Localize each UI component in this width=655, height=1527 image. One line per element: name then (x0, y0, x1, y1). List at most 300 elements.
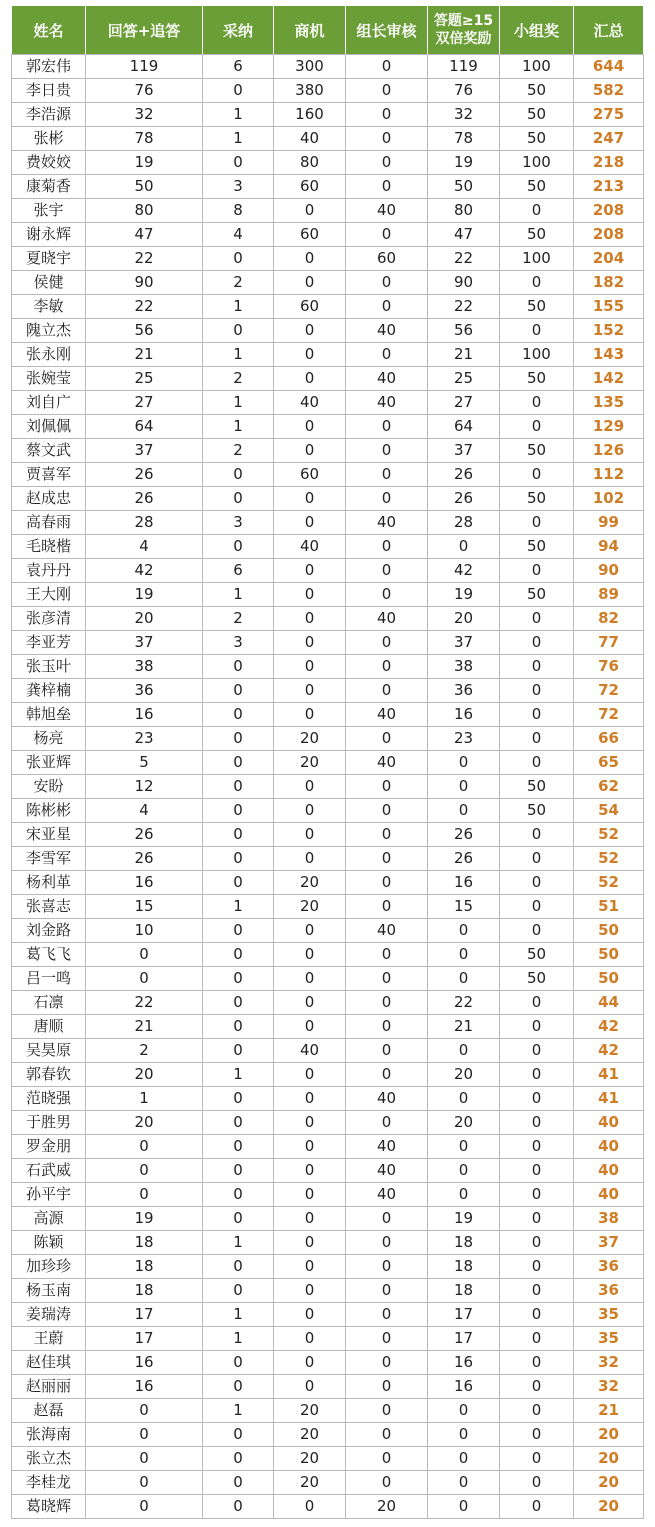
cell-name: 赵磊 (12, 1399, 86, 1423)
cell-answers: 78 (86, 127, 203, 151)
cell-adopted: 8 (203, 199, 274, 223)
cell-name: 贾喜军 (12, 463, 86, 487)
cell-double-bonus: 0 (428, 919, 500, 943)
cell-name: 李日贵 (12, 79, 86, 103)
cell-name: 王大刚 (12, 583, 86, 607)
cell-leader-review: 0 (346, 535, 428, 559)
table-body (12, 55, 644, 1519)
cell-total: 41 (574, 1087, 644, 1111)
table-row (12, 991, 644, 1015)
header-adopted: 采纳 (203, 6, 274, 55)
cell-double-bonus: 0 (428, 1135, 500, 1159)
cell-adopted: 0 (203, 319, 274, 343)
cell-team-bonus: 50 (500, 223, 574, 247)
cell-total: 247 (574, 127, 644, 151)
cell-answers: 4 (86, 535, 203, 559)
cell-total: 20 (574, 1471, 644, 1495)
cell-business: 0 (274, 1255, 346, 1279)
cell-team-bonus: 100 (500, 343, 574, 367)
cell-business: 0 (274, 319, 346, 343)
cell-leader-review: 0 (346, 559, 428, 583)
cell-double-bonus: 21 (428, 1015, 500, 1039)
cell-leader-review: 40 (346, 919, 428, 943)
table-row (12, 703, 644, 727)
cell-team-bonus: 50 (500, 439, 574, 463)
cell-leader-review: 0 (346, 1375, 428, 1399)
cell-adopted: 0 (203, 151, 274, 175)
cell-business: 40 (274, 127, 346, 151)
cell-answers: 0 (86, 943, 203, 967)
cell-business: 0 (274, 775, 346, 799)
cell-total: 20 (574, 1423, 644, 1447)
cell-team-bonus: 0 (500, 1183, 574, 1207)
cell-answers: 20 (86, 1063, 203, 1087)
header-answers: 回答+追答 (86, 6, 203, 55)
cell-adopted: 1 (203, 415, 274, 439)
cell-answers: 0 (86, 967, 203, 991)
cell-name: 吕一鸣 (12, 967, 86, 991)
cell-total: 129 (574, 415, 644, 439)
cell-total: 50 (574, 919, 644, 943)
cell-leader-review: 0 (346, 1039, 428, 1063)
cell-total: 112 (574, 463, 644, 487)
cell-business: 0 (274, 1303, 346, 1327)
table-row (12, 487, 644, 511)
cell-adopted: 0 (203, 823, 274, 847)
cell-team-bonus: 100 (500, 247, 574, 271)
cell-team-bonus: 0 (500, 1351, 574, 1375)
cell-total: 52 (574, 871, 644, 895)
cell-total: 99 (574, 511, 644, 535)
cell-team-bonus: 100 (500, 151, 574, 175)
cell-adopted: 1 (203, 895, 274, 919)
cell-answers: 21 (86, 1015, 203, 1039)
cell-team-bonus: 0 (500, 511, 574, 535)
cell-adopted: 0 (203, 775, 274, 799)
cell-team-bonus: 0 (500, 1015, 574, 1039)
cell-business: 160 (274, 103, 346, 127)
cell-adopted: 6 (203, 559, 274, 583)
cell-answers: 19 (86, 1207, 203, 1231)
cell-adopted: 0 (203, 919, 274, 943)
table-row (12, 1159, 644, 1183)
cell-team-bonus: 0 (500, 391, 574, 415)
table-row (12, 1183, 644, 1207)
cell-leader-review: 0 (346, 1015, 428, 1039)
cell-team-bonus: 50 (500, 487, 574, 511)
cell-double-bonus: 16 (428, 1351, 500, 1375)
cell-business: 300 (274, 55, 346, 79)
cell-adopted: 0 (203, 1447, 274, 1471)
cell-name: 刘佩佩 (12, 415, 86, 439)
cell-team-bonus: 0 (500, 1303, 574, 1327)
cell-name: 李桂龙 (12, 1471, 86, 1495)
cell-name: 石凛 (12, 991, 86, 1015)
cell-business: 0 (274, 1183, 346, 1207)
cell-leader-review: 0 (346, 1399, 428, 1423)
cell-double-bonus: 18 (428, 1231, 500, 1255)
cell-business: 0 (274, 1087, 346, 1111)
cell-double-bonus: 37 (428, 439, 500, 463)
cell-leader-review: 40 (346, 199, 428, 223)
cell-double-bonus: 0 (428, 1495, 500, 1519)
cell-leader-review: 40 (346, 1183, 428, 1207)
cell-double-bonus: 21 (428, 343, 500, 367)
cell-team-bonus: 0 (500, 1207, 574, 1231)
cell-total: 52 (574, 847, 644, 871)
cell-team-bonus: 0 (500, 847, 574, 871)
cell-business: 0 (274, 631, 346, 655)
table-row (12, 895, 644, 919)
cell-team-bonus: 0 (500, 607, 574, 631)
cell-total: 40 (574, 1135, 644, 1159)
table-row (12, 1063, 644, 1087)
cell-double-bonus: 20 (428, 607, 500, 631)
cell-total: 42 (574, 1015, 644, 1039)
cell-name: 李浩源 (12, 103, 86, 127)
cell-business: 20 (274, 751, 346, 775)
cell-business: 0 (274, 799, 346, 823)
header-row (12, 6, 644, 55)
cell-double-bonus: 20 (428, 1111, 500, 1135)
cell-leader-review: 0 (346, 1423, 428, 1447)
cell-leader-review: 20 (346, 1495, 428, 1519)
table-row (12, 79, 644, 103)
cell-answers: 18 (86, 1231, 203, 1255)
table-row (12, 1399, 644, 1423)
cell-answers: 18 (86, 1255, 203, 1279)
cell-leader-review: 0 (346, 631, 428, 655)
cell-team-bonus: 50 (500, 967, 574, 991)
cell-team-bonus: 0 (500, 679, 574, 703)
cell-team-bonus: 50 (500, 535, 574, 559)
cell-total: 50 (574, 943, 644, 967)
cell-double-bonus: 0 (428, 1087, 500, 1111)
cell-total: 50 (574, 967, 644, 991)
table-row (12, 1495, 644, 1519)
cell-double-bonus: 37 (428, 631, 500, 655)
cell-leader-review: 0 (346, 727, 428, 751)
cell-answers: 0 (86, 1159, 203, 1183)
cell-adopted: 3 (203, 175, 274, 199)
cell-business: 20 (274, 1423, 346, 1447)
cell-total: 204 (574, 247, 644, 271)
cell-leader-review: 0 (346, 823, 428, 847)
cell-leader-review: 0 (346, 1207, 428, 1231)
cell-name: 姜瑞涛 (12, 1303, 86, 1327)
cell-total: 38 (574, 1207, 644, 1231)
cell-double-bonus: 17 (428, 1327, 500, 1351)
cell-leader-review: 0 (346, 583, 428, 607)
cell-double-bonus: 0 (428, 1447, 500, 1471)
cell-name: 韩旭垒 (12, 703, 86, 727)
cell-business: 0 (274, 703, 346, 727)
cell-double-bonus: 47 (428, 223, 500, 247)
cell-adopted: 0 (203, 655, 274, 679)
cell-adopted: 0 (203, 943, 274, 967)
cell-name: 杨玉南 (12, 1279, 86, 1303)
cell-answers: 37 (86, 631, 203, 655)
cell-adopted: 0 (203, 1087, 274, 1111)
cell-name: 费姣姣 (12, 151, 86, 175)
cell-team-bonus: 0 (500, 271, 574, 295)
cell-business: 0 (274, 1375, 346, 1399)
cell-leader-review: 40 (346, 1087, 428, 1111)
cell-total: 208 (574, 199, 644, 223)
cell-leader-review: 0 (346, 175, 428, 199)
cell-answers: 64 (86, 415, 203, 439)
cell-double-bonus: 19 (428, 583, 500, 607)
cell-leader-review: 0 (346, 943, 428, 967)
cell-adopted: 0 (203, 799, 274, 823)
cell-answers: 26 (86, 463, 203, 487)
cell-total: 65 (574, 751, 644, 775)
table-row (12, 775, 644, 799)
cell-answers: 26 (86, 823, 203, 847)
cell-leader-review: 0 (346, 1063, 428, 1087)
cell-double-bonus: 15 (428, 895, 500, 919)
cell-adopted: 1 (203, 295, 274, 319)
table-row (12, 607, 644, 631)
cell-answers: 16 (86, 1351, 203, 1375)
table-row (12, 751, 644, 775)
cell-total: 94 (574, 535, 644, 559)
cell-total: 218 (574, 151, 644, 175)
table-row (12, 223, 644, 247)
table-row (12, 247, 644, 271)
cell-team-bonus: 0 (500, 1111, 574, 1135)
table-row (12, 871, 644, 895)
cell-adopted: 0 (203, 1159, 274, 1183)
table-row (12, 655, 644, 679)
cell-business: 0 (274, 439, 346, 463)
cell-double-bonus: 0 (428, 1183, 500, 1207)
cell-total: 89 (574, 583, 644, 607)
cell-adopted: 2 (203, 367, 274, 391)
cell-adopted: 0 (203, 871, 274, 895)
cell-total: 126 (574, 439, 644, 463)
cell-team-bonus: 0 (500, 1495, 574, 1519)
cell-adopted: 1 (203, 1303, 274, 1327)
cell-business: 0 (274, 1159, 346, 1183)
header-total: 汇总 (574, 6, 644, 55)
cell-team-bonus: 50 (500, 367, 574, 391)
cell-answers: 19 (86, 583, 203, 607)
cell-team-bonus: 0 (500, 1471, 574, 1495)
cell-team-bonus: 0 (500, 823, 574, 847)
cell-adopted: 1 (203, 1327, 274, 1351)
cell-double-bonus: 0 (428, 1423, 500, 1447)
cell-double-bonus: 16 (428, 1375, 500, 1399)
table-row (12, 679, 644, 703)
cell-answers: 119 (86, 55, 203, 79)
cell-name: 张彦清 (12, 607, 86, 631)
table-row (12, 823, 644, 847)
cell-team-bonus: 0 (500, 1231, 574, 1255)
cell-answers: 16 (86, 1375, 203, 1399)
cell-total: 72 (574, 679, 644, 703)
cell-adopted: 0 (203, 751, 274, 775)
cell-answers: 19 (86, 151, 203, 175)
cell-team-bonus: 0 (500, 1087, 574, 1111)
cell-adopted: 0 (203, 1207, 274, 1231)
table-row (12, 511, 644, 535)
table-row (12, 799, 644, 823)
cell-double-bonus: 32 (428, 103, 500, 127)
cell-adopted: 0 (203, 1351, 274, 1375)
table-row (12, 1375, 644, 1399)
cell-adopted: 0 (203, 535, 274, 559)
cell-leader-review: 0 (346, 103, 428, 127)
cell-leader-review: 0 (346, 1351, 428, 1375)
cell-name: 侯健 (12, 271, 86, 295)
cell-adopted: 1 (203, 343, 274, 367)
cell-double-bonus: 17 (428, 1303, 500, 1327)
cell-name: 张亚辉 (12, 751, 86, 775)
cell-name: 王蔚 (12, 1327, 86, 1351)
cell-double-bonus: 50 (428, 175, 500, 199)
table-row (12, 1279, 644, 1303)
cell-answers: 15 (86, 895, 203, 919)
cell-adopted: 1 (203, 583, 274, 607)
cell-name: 康菊香 (12, 175, 86, 199)
cell-double-bonus: 18 (428, 1255, 500, 1279)
table-row (12, 103, 644, 127)
cell-adopted: 1 (203, 1063, 274, 1087)
cell-adopted: 0 (203, 1183, 274, 1207)
cell-adopted: 0 (203, 79, 274, 103)
cell-business: 0 (274, 967, 346, 991)
cell-answers: 0 (86, 1399, 203, 1423)
cell-business: 40 (274, 391, 346, 415)
cell-business: 0 (274, 367, 346, 391)
cell-name: 张宇 (12, 199, 86, 223)
cell-adopted: 0 (203, 1471, 274, 1495)
header-leader-review: 组长审核 (346, 6, 428, 55)
cell-name: 郭宏伟 (12, 55, 86, 79)
cell-team-bonus: 0 (500, 463, 574, 487)
cell-adopted: 0 (203, 1375, 274, 1399)
cell-total: 644 (574, 55, 644, 79)
cell-total: 32 (574, 1375, 644, 1399)
header-business: 商机 (274, 6, 346, 55)
cell-total: 208 (574, 223, 644, 247)
cell-name: 李雪军 (12, 847, 86, 871)
cell-total: 143 (574, 343, 644, 367)
cell-adopted: 4 (203, 223, 274, 247)
cell-team-bonus: 50 (500, 943, 574, 967)
table-row (12, 1327, 644, 1351)
cell-leader-review: 0 (346, 79, 428, 103)
table-row (12, 463, 644, 487)
cell-total: 51 (574, 895, 644, 919)
cell-team-bonus: 0 (500, 871, 574, 895)
cell-business: 0 (274, 943, 346, 967)
cell-double-bonus: 0 (428, 1399, 500, 1423)
cell-answers: 23 (86, 727, 203, 751)
cell-team-bonus: 50 (500, 583, 574, 607)
cell-double-bonus: 0 (428, 535, 500, 559)
cell-team-bonus: 0 (500, 751, 574, 775)
cell-total: 102 (574, 487, 644, 511)
cell-answers: 21 (86, 343, 203, 367)
cell-team-bonus: 100 (500, 55, 574, 79)
cell-adopted: 0 (203, 487, 274, 511)
cell-answers: 0 (86, 1471, 203, 1495)
table-row (12, 319, 644, 343)
cell-double-bonus: 28 (428, 511, 500, 535)
cell-name: 谢永辉 (12, 223, 86, 247)
cell-adopted: 1 (203, 103, 274, 127)
cell-answers: 76 (86, 79, 203, 103)
table-row (12, 127, 644, 151)
header-name: 姓名 (12, 6, 86, 55)
cell-total: 41 (574, 1063, 644, 1087)
cell-answers: 0 (86, 1183, 203, 1207)
cell-total: 82 (574, 607, 644, 631)
cell-team-bonus: 0 (500, 727, 574, 751)
cell-team-bonus: 0 (500, 919, 574, 943)
cell-double-bonus: 22 (428, 991, 500, 1015)
cell-team-bonus: 0 (500, 703, 574, 727)
cell-answers: 20 (86, 1111, 203, 1135)
cell-adopted: 1 (203, 1231, 274, 1255)
cell-leader-review: 0 (346, 1231, 428, 1255)
cell-business: 60 (274, 463, 346, 487)
cell-leader-review: 0 (346, 1303, 428, 1327)
cell-total: 142 (574, 367, 644, 391)
cell-total: 213 (574, 175, 644, 199)
cell-name: 范晓强 (12, 1087, 86, 1111)
cell-leader-review: 40 (346, 703, 428, 727)
cell-answers: 32 (86, 103, 203, 127)
cell-double-bonus: 22 (428, 247, 500, 271)
cell-name: 唐顺 (12, 1015, 86, 1039)
cell-answers: 4 (86, 799, 203, 823)
cell-business: 0 (274, 1111, 346, 1135)
cell-business: 0 (274, 1231, 346, 1255)
cell-total: 582 (574, 79, 644, 103)
cell-double-bonus: 0 (428, 1471, 500, 1495)
table-row (12, 727, 644, 751)
cell-leader-review: 40 (346, 367, 428, 391)
cell-answers: 56 (86, 319, 203, 343)
cell-adopted: 0 (203, 679, 274, 703)
cell-answers: 10 (86, 919, 203, 943)
table-row (12, 559, 644, 583)
cell-total: 35 (574, 1303, 644, 1327)
cell-total: 72 (574, 703, 644, 727)
cell-double-bonus: 26 (428, 847, 500, 871)
cell-business: 0 (274, 919, 346, 943)
cell-business: 0 (274, 199, 346, 223)
cell-name: 张立杰 (12, 1447, 86, 1471)
cell-answers: 90 (86, 271, 203, 295)
cell-business: 0 (274, 583, 346, 607)
cell-answers: 0 (86, 1135, 203, 1159)
cell-total: 42 (574, 1039, 644, 1063)
cell-leader-review: 0 (346, 127, 428, 151)
cell-name: 杨亮 (12, 727, 86, 751)
cell-adopted: 0 (203, 1039, 274, 1063)
table-row (12, 175, 644, 199)
cell-double-bonus: 0 (428, 967, 500, 991)
cell-team-bonus: 0 (500, 1375, 574, 1399)
cell-team-bonus: 50 (500, 175, 574, 199)
cell-answers: 16 (86, 871, 203, 895)
cell-answers: 20 (86, 607, 203, 631)
cell-business: 20 (274, 1471, 346, 1495)
